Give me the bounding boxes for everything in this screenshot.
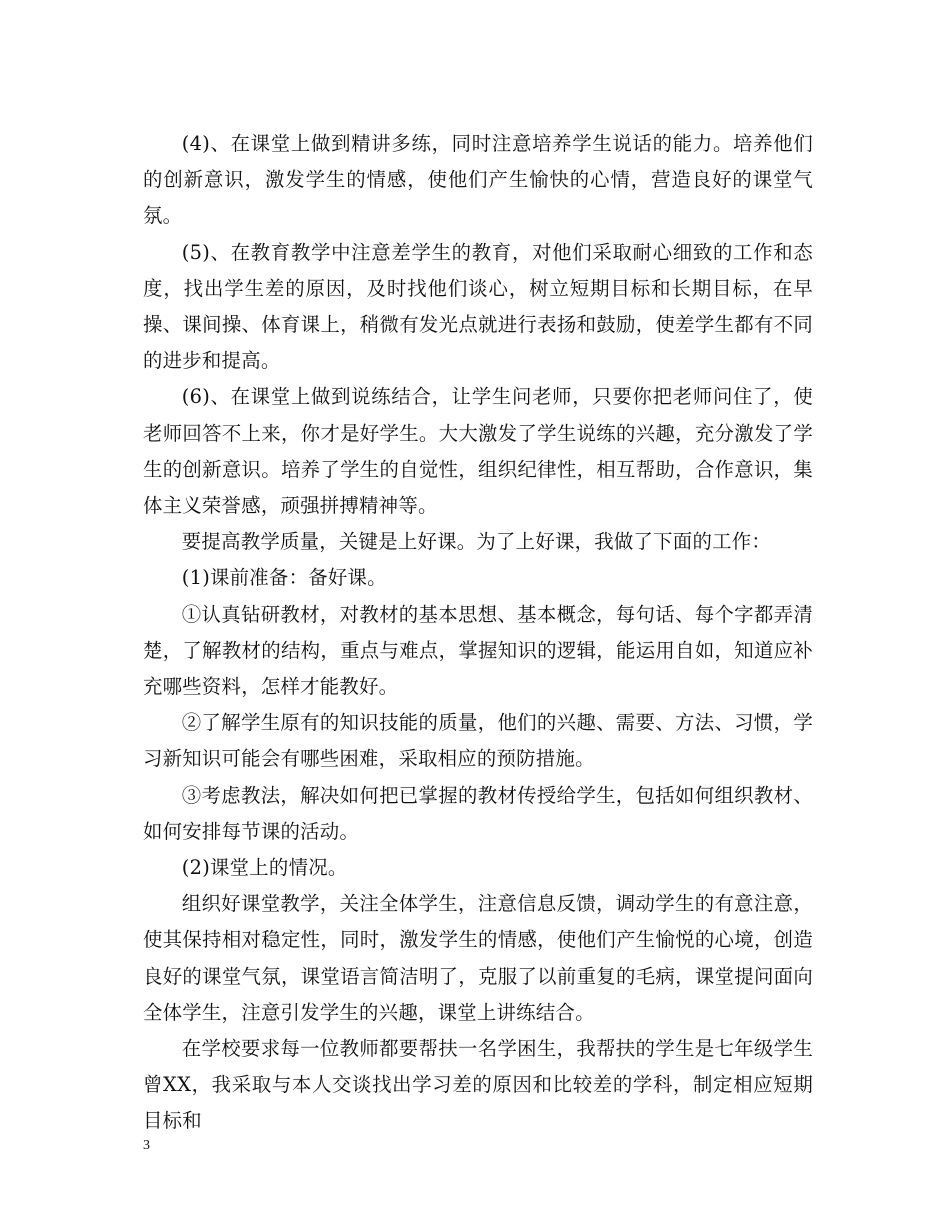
paragraph-item-4: (4)、在课堂上做到精讲多练，同时注意培养学生说话的能力。培养他们的创新意识，激发学生的情感，使他们产生愉快的心情，营造良好的课堂气氛。	[143, 132, 813, 228]
paragraph-teaching-quality: 要提高教学质量，关键是上好课。为了上好课，我做了下面的工作：	[181, 530, 772, 554]
paragraph-understand-students: ②了解学生原有的知识技能的质量，他们的兴趣、需要、方法、习惯，学习新知识可能会有哪些困难，采取相应的预防措施。	[143, 711, 813, 771]
paragraph-in-class-heading: (2)课堂上的情况。	[181, 856, 348, 880]
paragraph-pre-class-heading: (1)课前准备：备好课。	[181, 566, 387, 590]
paragraph-classroom-organization: 组织好课堂教学，关注全体学生，注意信息反馈，调动学生的有意注意，使其保持相对稳定性，同时，激发学生的情感，使他们产生愉悦的心境，创造良好的课堂气氛，课堂语言简洁明了，克服了以前重复的毛病，课堂提问面向全体学生，注意引发学生的兴趣，课堂上讲练结合。	[143, 892, 813, 1024]
paragraph-item-5: (5)、在教育教学中注意差学生的教育，对他们采取耐心细致的工作和态度，找出学生差的原因，及时找他们谈心，树立短期目标和长期目标，在早操、课间操、体育课上，稍微有发光点就进行表扬和鼓励，使差学生都有不同的进步和提高。	[143, 240, 813, 373]
document-body	[143, 126, 813, 1140]
paragraph-study-textbook: ①认真钻研教材，对教材的基本思想、基本概念，每句话、每个字都弄清楚，了解教材的结构，重点与难点，掌握知识的逻辑，能运用自如，知道应补充哪些资料，怎样才能教好。	[143, 602, 813, 699]
page-number: 3	[143, 1138, 150, 1153]
paragraph-teaching-methods: ③考虑教法，解决如何把已掌握的教材传授给学生，包括如何组织教材、如何安排每节课的活动。	[143, 783, 813, 843]
paragraph-student-support: 在学校要求每一位教师都要帮扶一名学困生，我帮扶的学生是七年级学生曾XX，我采取与本人交谈找出学习差的原因和比较差的学科，制定相应短期目标和	[143, 1037, 813, 1133]
paragraph-item-6: (6)、在课堂上做到说练结合，让学生问老师，只要你把老师问住了，使老师回答不上来，你才是好学生。大大激发了学生说练的兴趣，充分激发了学生的创新意识。培养了学生的自觉性，组织纪律性，相互帮助，合作意识，集体主义荣誉感，顽强拼搏精神等。	[143, 385, 813, 518]
